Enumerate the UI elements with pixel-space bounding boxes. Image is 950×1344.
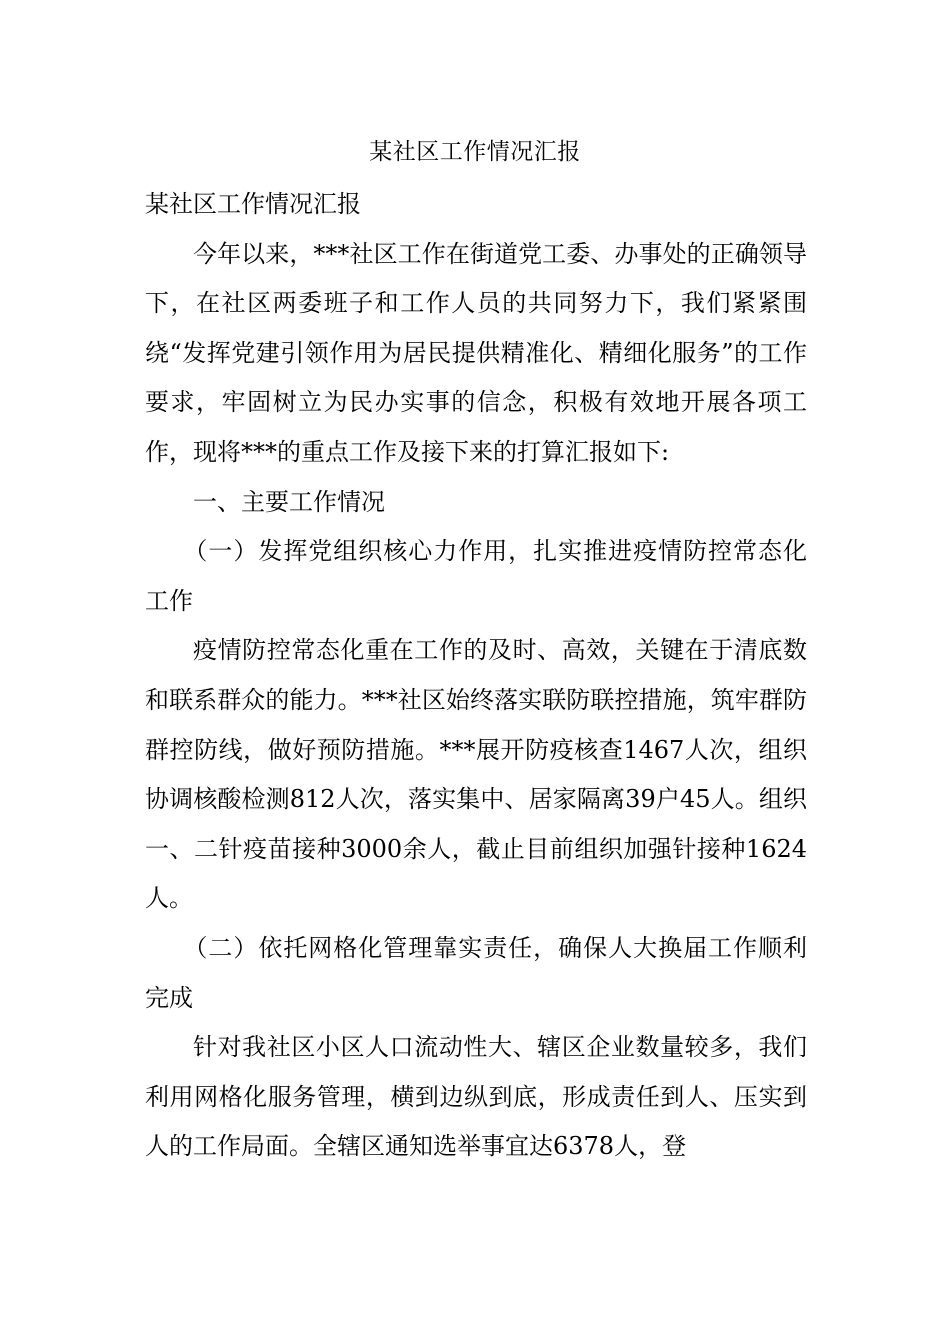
- document-body: [145, 180, 807, 1172]
- section-heading: 一、主要工作情况: [193, 487, 385, 516]
- subtitle-paragraph: 某社区工作情况汇报: [145, 190, 361, 218]
- subsection-heading-1: （一）发挥党组织核心力作用，扎实推进疫情防控常态化工作: [145, 537, 807, 615]
- subsection-heading-2: （二）依托网格化管理靠实责任，确保人大换届工作顺利完成: [145, 933, 807, 1012]
- document-title: 某社区工作情况汇报: [369, 139, 581, 165]
- body-paragraph-1: 疫情防控常态化重在工作的及时、高效，关键在于清底数和联系群众的能力。***社区始终落实联防联控措施，筑牢群防群控防线，做好预防措施。***展开防疫核查1467人次，组织协调核酸检测812人次，落实集中、居家隔离39户45人。组织一、二针疫苗接种3000余人，截止目前组织加强针接种1624人。: [145, 636, 807, 913]
- intro-paragraph: 今年以来，***社区工作在街道党工委、办事处的正确领导下，在社区两委班子和工作人员的共同努力下，我们紧紧围绕“发挥党建引领作用为居民提供精准化、精细化服务”的工作要求，牢固树立为民办实事的信念，积极有效地开展各项工作，现将***的重点工作及接下来的打算汇报如下:: [145, 239, 807, 466]
- body-paragraph-2: 针对我社区小区人口流动性大、辖区企业数量较多，我们利用网格化服务管理，横到边纵到底，形成责任到人、压实到人的工作局面。全辖区通知选举事宜达6378人，登: [145, 1033, 807, 1161]
